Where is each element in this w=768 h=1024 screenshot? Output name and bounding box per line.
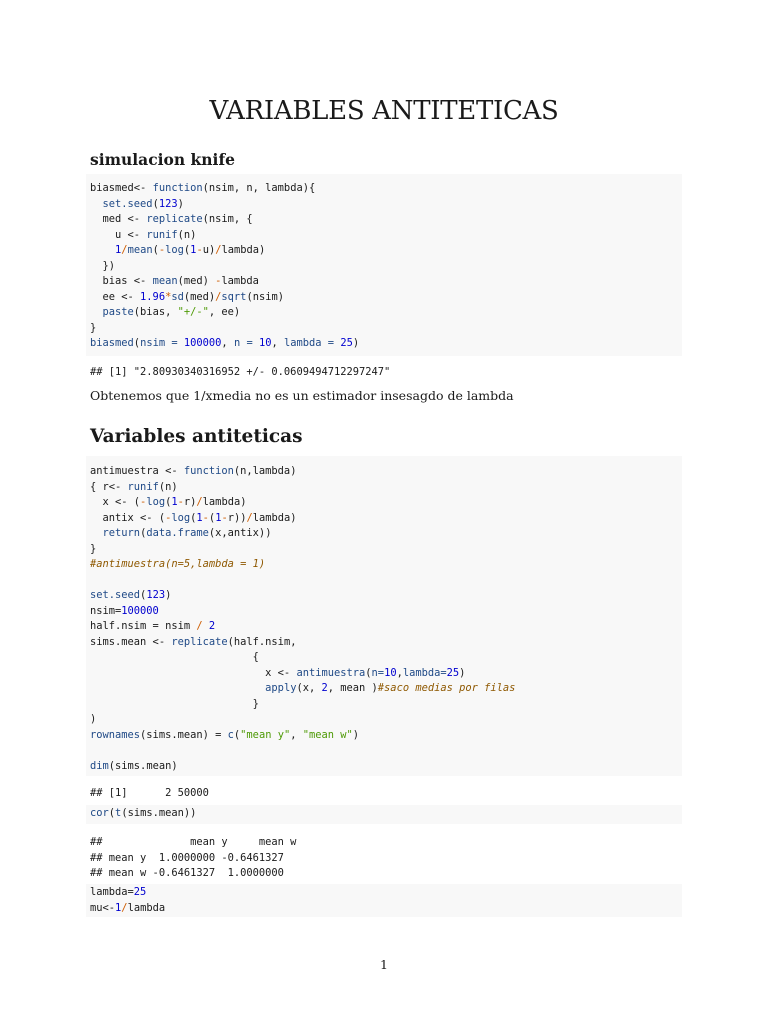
code-token: (nsim, {: [202, 213, 253, 225]
code-line: [90, 743, 678, 759]
code-token: function: [152, 182, 203, 194]
code-line: [90, 228, 678, 244]
code-token: /: [215, 244, 222, 256]
code-token: lambda=: [402, 666, 447, 679]
code-token: replicate: [171, 635, 228, 648]
code-token: (: [152, 244, 159, 256]
code-token: sd: [171, 290, 184, 303]
code-line: [90, 542, 678, 558]
output-line: ## mean y mean w: [90, 836, 297, 848]
code-token: 1.96: [140, 290, 166, 303]
code-line: [90, 212, 678, 228]
code-token: lambda: [221, 275, 259, 287]
code-line: [90, 619, 678, 635]
code-token: ee <-: [90, 290, 141, 303]
code-token: 1: [196, 511, 203, 524]
code-token: rownames: [90, 728, 141, 741]
code-token: x <-: [90, 666, 297, 679]
code-token: /: [121, 244, 128, 256]
code-token: , mean ): [327, 682, 378, 694]
code-token: 123: [146, 589, 166, 601]
code-line: [90, 511, 678, 527]
code-block-antitetic: [86, 456, 682, 776]
code-line: [90, 635, 678, 651]
code-token: -: [158, 244, 166, 256]
code-token: "mean y": [240, 728, 291, 741]
code-token: lambda): [202, 496, 247, 508]
code-token: -: [165, 511, 172, 524]
code-token: ): [90, 713, 97, 725]
code-token: r): [183, 496, 197, 508]
code-token: t: [115, 807, 122, 819]
code-token: return: [102, 527, 141, 539]
code-token: ): [165, 589, 172, 601]
code-token: lambda=: [90, 886, 134, 898]
code-token: [90, 527, 103, 539]
code-line: [90, 290, 678, 306]
code-token: (med): [183, 290, 216, 303]
code-token: runif: [127, 480, 159, 493]
code-line: [90, 759, 678, 775]
code-token: (: [233, 728, 241, 741]
code-token: /: [215, 290, 222, 303]
code-token: (: [108, 807, 116, 819]
code-token: ,: [221, 337, 234, 349]
code-token: (: [183, 244, 191, 256]
code-line: [90, 885, 678, 901]
output-line: ## [1] "2.80930340316952 +/- 0.0609494712297247": [90, 366, 391, 378]
code-token: ): [352, 337, 360, 349]
code-token: -: [140, 496, 147, 508]
code-token: ): [177, 197, 184, 210]
code-token: (sims.mean): [108, 759, 178, 772]
code-token: u <-: [90, 228, 147, 241]
code-token: ): [459, 666, 466, 679]
code-token: }): [90, 259, 116, 272]
code-line: [90, 305, 678, 321]
code-token: -: [202, 511, 209, 524]
code-token: 1: [115, 244, 122, 256]
code-token: mu<-: [90, 901, 116, 914]
code-line: [90, 526, 678, 542]
code-token: }: [90, 542, 97, 555]
code-token: (: [365, 666, 372, 679]
code-token: bias <-: [90, 275, 153, 287]
code-line: [90, 666, 678, 682]
code-token: replicate: [146, 213, 203, 225]
code-token: [90, 306, 103, 318]
code-token: 1: [171, 496, 178, 508]
code-token: c: [227, 728, 234, 741]
code-token: (nsim): [246, 290, 284, 303]
code-block-cor: [86, 805, 682, 824]
code-line: [90, 901, 678, 917]
code-token: #saco medias por filas: [377, 682, 516, 694]
code-token: u): [202, 244, 216, 256]
code-token: (x,antix)): [208, 527, 272, 539]
output-line: ## mean w -0.6461327 1.0000000: [90, 867, 284, 879]
code-token: /: [196, 496, 203, 508]
code-token: ,: [290, 728, 303, 741]
page-title: VARIABLES ANTITETICAS: [209, 96, 559, 126]
code-line: [90, 181, 678, 197]
code-token: ): [352, 728, 360, 741]
code-token: (x,: [296, 682, 322, 694]
code-line: [90, 480, 678, 496]
code-token: (: [165, 496, 172, 508]
code-line: [90, 259, 678, 275]
code-token: -: [215, 275, 222, 287]
output-dim: [86, 786, 682, 802]
code-token: set.seed: [102, 197, 153, 210]
code-token: nsim=: [90, 604, 122, 617]
code-token: (: [190, 511, 197, 524]
code-token: 2: [321, 682, 328, 694]
code-token: log: [171, 511, 191, 524]
code-token: r)): [227, 511, 247, 524]
code-token: {: [90, 651, 259, 663]
code-token: set.seed: [90, 589, 141, 601]
code-token: antimuestra: [296, 666, 366, 679]
code-line: [90, 573, 678, 589]
code-token: (n,lambda): [233, 465, 297, 477]
code-line: [90, 321, 678, 337]
paragraph-conclusion: Obtenemos que 1/xmedia no es un estimador insesagdo de lambda: [90, 388, 514, 403]
code-token: 1: [215, 511, 222, 524]
code-token: (: [140, 527, 147, 539]
code-token: (bias,: [133, 306, 178, 318]
code-line: [90, 557, 678, 573]
code-token: 100000: [121, 604, 159, 617]
code-token: /: [121, 901, 128, 914]
code-token: 1: [115, 901, 122, 914]
code-token: lambda: [127, 901, 166, 914]
output-line: ## [1] 2 50000: [90, 787, 209, 799]
code-line: [90, 697, 678, 713]
code-token: { r<-: [90, 480, 128, 493]
code-line: [90, 274, 678, 290]
code-token: mean: [127, 244, 153, 256]
code-token: (half.nsim,: [227, 635, 297, 648]
code-line: [90, 712, 678, 728]
code-line: [90, 336, 678, 352]
code-token: 25: [133, 886, 147, 898]
code-token: *: [165, 290, 172, 303]
code-token: (: [133, 337, 141, 349]
code-token: (n): [158, 480, 178, 493]
code-token: /: [196, 620, 203, 632]
code-token: dim: [90, 759, 109, 772]
code-token: -: [221, 511, 228, 524]
code-token: antix <- (: [90, 511, 166, 524]
code-token: lambda =: [284, 337, 335, 349]
code-token: , ee): [208, 306, 241, 318]
code-token: 100000: [183, 337, 222, 349]
code-token: runif: [146, 228, 178, 241]
code-token: -: [177, 496, 184, 508]
code-token: med <-: [90, 213, 147, 225]
code-token: paste: [102, 306, 134, 318]
code-token: (med): [177, 275, 216, 287]
code-token: antimuestra <-: [90, 465, 184, 477]
section-heading-simulacion-knife: simulacion knife: [90, 150, 235, 169]
code-line: [90, 464, 678, 480]
code-token: log: [146, 496, 166, 508]
code-token: 25: [446, 666, 460, 679]
code-token: (n): [177, 228, 197, 241]
code-line: [90, 806, 678, 822]
code-token: x <- (: [90, 496, 141, 508]
code-line: [90, 650, 678, 666]
code-token: ,: [396, 666, 403, 679]
code-token: nsim =: [140, 337, 178, 349]
output-knife: [86, 365, 682, 381]
code-token: #antimuestra(n=5,lambda = 1): [90, 558, 266, 570]
code-token: "+/-": [177, 306, 209, 318]
code-token: cor: [90, 807, 109, 819]
code-token: lambda): [252, 511, 297, 524]
code-token: half.nsim = nsim: [90, 620, 197, 632]
code-token: 10: [384, 666, 397, 679]
code-token: [90, 682, 265, 694]
code-token: (nsim, n, lambda){: [202, 182, 316, 194]
code-token: }: [90, 697, 259, 710]
code-token: 25: [340, 337, 353, 349]
code-token: }: [90, 321, 97, 334]
section-heading-variables-antiteticas: Variables antiteticas: [90, 426, 303, 447]
code-token: sims.mean <-: [90, 635, 172, 648]
code-token: [90, 244, 115, 256]
code-line: [90, 197, 678, 213]
code-token: biasmed: [90, 337, 134, 349]
code-token: (sims.mean) =: [140, 728, 228, 741]
output-cor: [86, 835, 682, 882]
code-token: ,: [271, 337, 285, 349]
code-line: [90, 495, 678, 511]
code-token: log: [165, 244, 184, 256]
code-token: apply: [265, 682, 297, 694]
code-block-knife: [86, 174, 682, 356]
code-token: (: [152, 197, 159, 210]
code-token: lambda): [221, 244, 266, 256]
code-token: -: [196, 244, 203, 256]
code-token: data.frame: [146, 527, 209, 539]
code-token: 1: [190, 244, 197, 256]
code-block-lambda: [86, 884, 682, 917]
code-token: mean: [152, 275, 178, 287]
output-line: ## mean y 1.0000000 -0.6461327: [90, 851, 284, 864]
code-token: 10: [258, 337, 272, 349]
code-token: (: [140, 589, 147, 601]
code-token: [90, 198, 103, 210]
page-number: 1: [380, 957, 388, 972]
code-token: function: [183, 465, 234, 477]
code-line: [90, 588, 678, 604]
code-token: /: [246, 511, 253, 524]
code-line: [90, 604, 678, 620]
code-token: n =: [233, 337, 253, 349]
code-line: [90, 681, 678, 697]
code-token: "mean w": [302, 728, 353, 741]
code-token: n=: [371, 666, 385, 679]
code-token: 2: [208, 620, 216, 632]
code-token: (: [208, 511, 216, 524]
code-line: [90, 728, 678, 744]
code-token: biasmed<-: [90, 182, 153, 194]
code-token: 123: [158, 197, 178, 210]
code-token: (sims.mean)): [121, 807, 197, 819]
code-token: sqrt: [221, 290, 247, 303]
code-line: [90, 243, 678, 259]
